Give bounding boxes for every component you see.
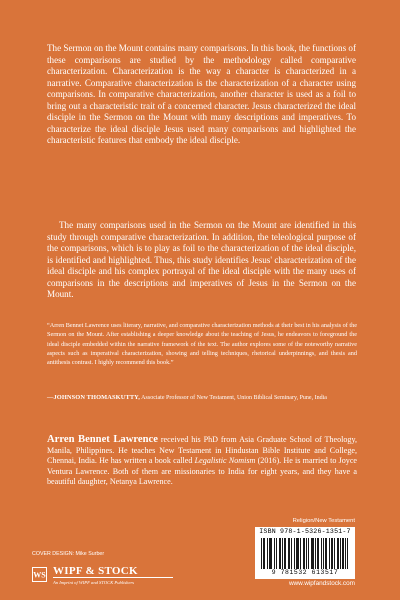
publisher-divider: [53, 577, 173, 578]
barcode: [255, 527, 355, 579]
publisher-logo-letters: WS: [33, 570, 46, 580]
endorser-affiliation: Associate Professor of New Testament, Union Biblical Seminary, Pune, India: [140, 395, 327, 401]
author-name: Arren Bennet Lawrence: [47, 434, 158, 445]
endorser-name: —JOHNSON THOMASKUTTY,: [47, 394, 141, 401]
description-paragraph-1: The Sermon on the Mount contains many comparisons. In this book, the functions of these comparisons are studied by the methodology called comparative characterization. Characterization is the way a character is characterized in a narrative. Comparative characterization is the characterization of a character using comparisons. In comparative characterization, another character is used as a foil to bring out a characteristic trait of a concerned character. Jesus characterized the ideal disciple in the Sermon on the Mount with many descriptions and imperatives. To characterize the ideal disciple Jesus used many comparisons and highlighted the characteristic features that embody the ideal disciple.: [47, 43, 356, 146]
description-paragraph-2: The many comparisons used in the Sermon on the Mount are identified in this study through comparative characterization. In addition, the teleological purpose of the comparisons, which is to play as foil to the characterization of the ideal disciple, is identified and highlighted. Thus, this study identifies Jesus' characterization of the ideal disciple and his complex portrayal of the ideal disciple with the many uses of comparisons in the descriptions and imperatives of Jesus in the Sermon on the Mount.: [47, 220, 356, 300]
publisher-website: www.wipfandstock.com: [288, 580, 355, 587]
isbn-label: ISBN 978-1-5326-1351-7: [259, 528, 351, 535]
publisher-tagline: An Imprint of WIPF and STOCK Publishers: [53, 580, 135, 585]
author-bio-text-end: (2016). He is married to Joyce Ventura Lawrence. Both of them are missionaries to India for eight years, and they have a beautiful daughter, Netanya Lawrence.: [47, 456, 358, 487]
endorsement-quote: “Arren Bennet Lawrence uses literary, narrative, and comparative characterization methods at their best in his analysis of the Sermon on the Mount. After establishing a deeper knowledge about the teaching of Jesus, he endeavors to foreground the ideal disciple embedded within the narrative framework of the text. The author explores some of the noteworthy narrative aspects such as imperatival characterization, showing and telling techniques, rhetorical underpinnings, and thesis and antithesis contrast. I highly recommend this book.”: [47, 322, 357, 367]
cover-design-credit: COVER DESIGN: Mike Surber: [32, 551, 105, 557]
isbn-digits: 9 781532 613517: [271, 569, 339, 576]
endorsement-attribution: [47, 394, 377, 402]
author-bio: [47, 435, 357, 488]
category-label: Religion/New Testament: [292, 518, 355, 524]
author-book-title: Legalistic Nomism: [194, 456, 256, 466]
publisher-logo-icon: [32, 567, 47, 582]
publisher-name: WIPF & STOCK: [53, 565, 138, 577]
barcode-bars: [261, 538, 349, 569]
author-bio-text: received his PhD from Asia Graduate School of Theology, Manila, Philippines. He teaches New Testament in Hindustan Bible Institute and College, Chennai, India. He has written a book called: [47, 435, 357, 466]
